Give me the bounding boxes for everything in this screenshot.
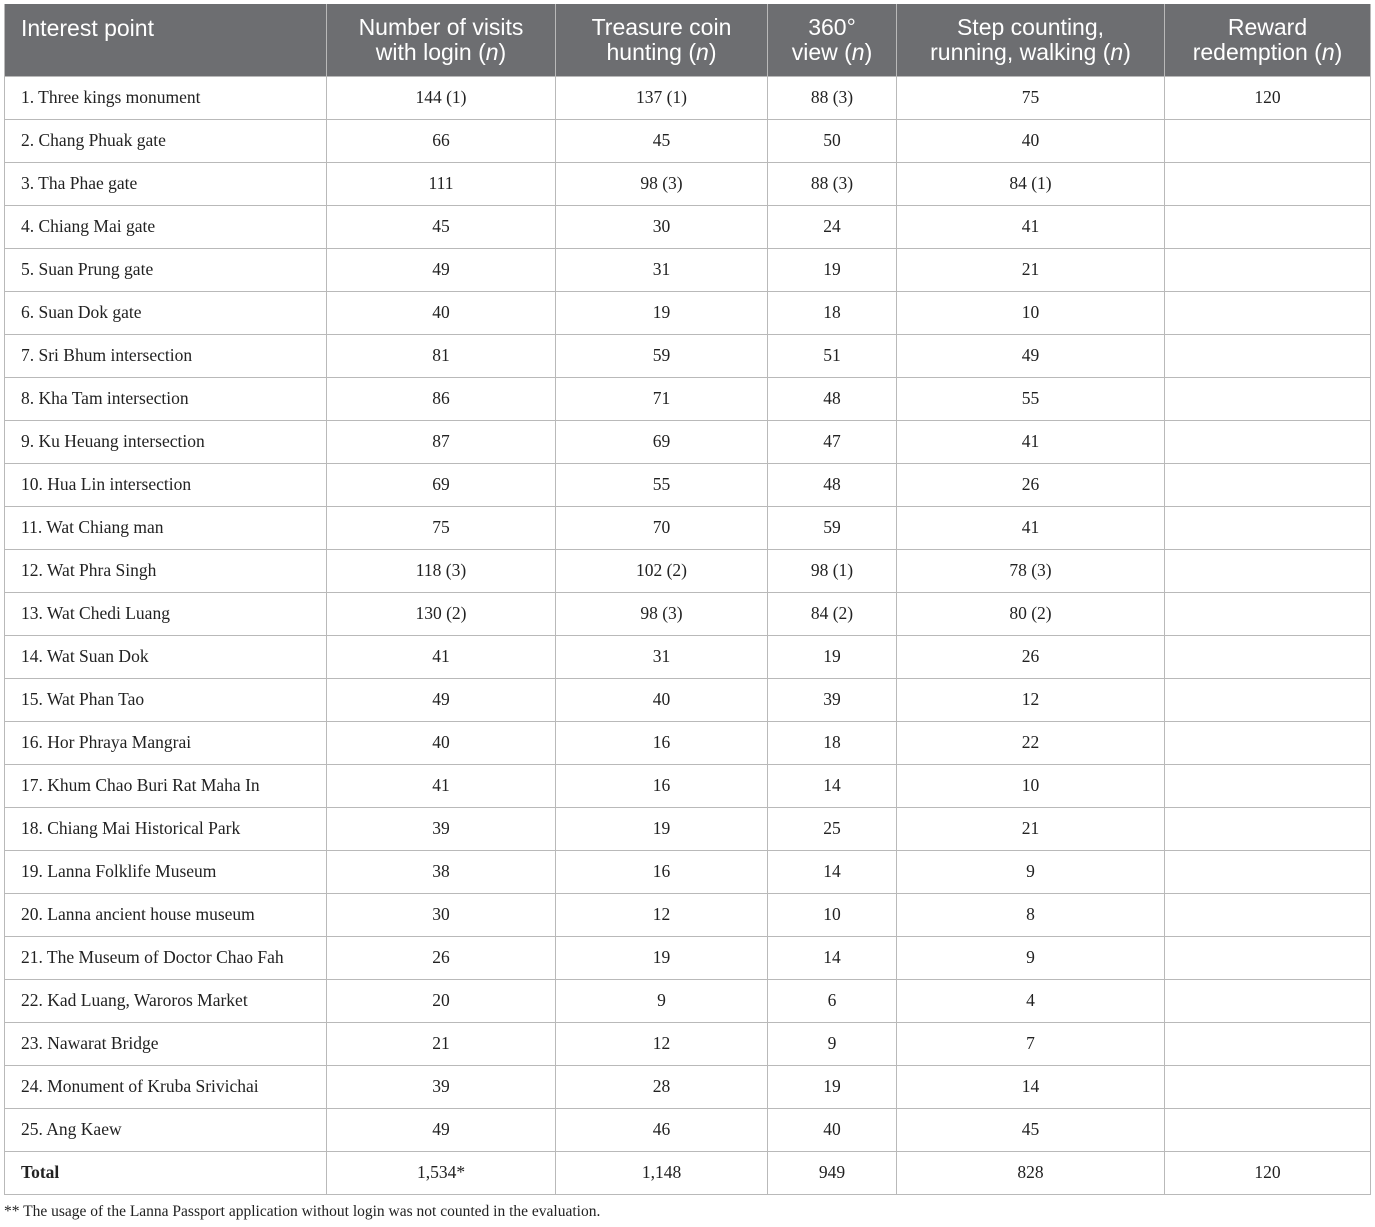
header-close: ) bbox=[708, 38, 717, 65]
cell-visits: 39 bbox=[327, 807, 556, 850]
header-treasure-coin bbox=[556, 4, 768, 76]
table-body bbox=[5, 76, 1371, 1194]
cell-treasure-coin: 31 bbox=[556, 248, 768, 291]
cell-interest-point: 20. Lanna ancient house museum bbox=[5, 893, 327, 936]
cell-visits: 49 bbox=[327, 1108, 556, 1151]
total-reward: 120 bbox=[1165, 1151, 1371, 1194]
cell-reward bbox=[1165, 119, 1371, 162]
header-close: ) bbox=[1123, 38, 1131, 65]
cell-reward bbox=[1165, 463, 1371, 506]
cell-360-view: 19 bbox=[768, 1065, 897, 1108]
header-line2: with login ( bbox=[375, 38, 486, 65]
cell-reward bbox=[1165, 377, 1371, 420]
cell-interest-point: 19. Lanna Folklife Museum bbox=[5, 850, 327, 893]
cell-steps: 4 bbox=[897, 979, 1165, 1022]
total-coin: 1,148 bbox=[556, 1151, 768, 1194]
cell-reward bbox=[1165, 1065, 1371, 1108]
header-n: n bbox=[1110, 38, 1124, 65]
header-line1: 360° bbox=[808, 13, 856, 40]
cell-treasure-coin: 59 bbox=[556, 334, 768, 377]
cell-360-view: 98 (1) bbox=[768, 549, 897, 592]
cell-visits: 86 bbox=[327, 377, 556, 420]
cell-treasure-coin: 69 bbox=[556, 420, 768, 463]
header-visits-login bbox=[327, 4, 556, 76]
cell-treasure-coin: 55 bbox=[556, 463, 768, 506]
cell-reward bbox=[1165, 420, 1371, 463]
cell-reward bbox=[1165, 635, 1371, 678]
table-row bbox=[5, 592, 1371, 635]
table-row bbox=[5, 764, 1371, 807]
table-row bbox=[5, 248, 1371, 291]
cell-reward bbox=[1165, 721, 1371, 764]
cell-360-view: 14 bbox=[768, 936, 897, 979]
cell-reward bbox=[1165, 1108, 1371, 1151]
cell-steps: 22 bbox=[897, 721, 1165, 764]
cell-360-view: 48 bbox=[768, 463, 897, 506]
cell-reward: 120 bbox=[1165, 76, 1371, 119]
cell-steps: 80 (2) bbox=[897, 592, 1165, 635]
cell-visits: 20 bbox=[327, 979, 556, 1022]
cell-360-view: 47 bbox=[768, 420, 897, 463]
cell-interest-point: 1. Three kings monument bbox=[5, 76, 327, 119]
cell-interest-point: 3. Tha Phae gate bbox=[5, 162, 327, 205]
cell-treasure-coin: 137 (1) bbox=[556, 76, 768, 119]
cell-reward bbox=[1165, 291, 1371, 334]
cell-steps: 45 bbox=[897, 1108, 1165, 1151]
table-row bbox=[5, 463, 1371, 506]
cell-treasure-coin: 28 bbox=[556, 1065, 768, 1108]
cell-reward bbox=[1165, 807, 1371, 850]
cell-360-view: 19 bbox=[768, 248, 897, 291]
cell-visits: 40 bbox=[327, 291, 556, 334]
cell-treasure-coin: 71 bbox=[556, 377, 768, 420]
cell-360-view: 25 bbox=[768, 807, 897, 850]
cell-treasure-coin: 19 bbox=[556, 291, 768, 334]
cell-treasure-coin: 12 bbox=[556, 893, 768, 936]
cell-360-view: 9 bbox=[768, 1022, 897, 1065]
header-step-counting bbox=[897, 4, 1165, 76]
cell-interest-point: 8. Kha Tam intersection bbox=[5, 377, 327, 420]
cell-steps: 78 (3) bbox=[897, 549, 1165, 592]
cell-visits: 38 bbox=[327, 850, 556, 893]
cell-interest-point: 2. Chang Phuak gate bbox=[5, 119, 327, 162]
cell-visits: 130 (2) bbox=[327, 592, 556, 635]
cell-visits: 75 bbox=[327, 506, 556, 549]
header-n: n bbox=[1321, 38, 1335, 65]
cell-reward bbox=[1165, 764, 1371, 807]
cell-360-view: 84 (2) bbox=[768, 592, 897, 635]
header-line1: Treasure coin bbox=[591, 13, 732, 40]
cell-visits: 41 bbox=[327, 635, 556, 678]
table-row bbox=[5, 893, 1371, 936]
table-row bbox=[5, 377, 1371, 420]
cell-visits: 144 (1) bbox=[327, 76, 556, 119]
cell-360-view: 18 bbox=[768, 721, 897, 764]
table-row bbox=[5, 119, 1371, 162]
cell-visits: 49 bbox=[327, 678, 556, 721]
cell-treasure-coin: 98 (3) bbox=[556, 592, 768, 635]
total-row bbox=[5, 1151, 1371, 1194]
cell-interest-point: 6. Suan Dok gate bbox=[5, 291, 327, 334]
cell-reward bbox=[1165, 248, 1371, 291]
table-row bbox=[5, 635, 1371, 678]
header-n: n bbox=[696, 38, 709, 65]
total-visits: 1,534* bbox=[327, 1151, 556, 1194]
table-row bbox=[5, 334, 1371, 377]
cell-steps: 9 bbox=[897, 936, 1165, 979]
cell-steps: 75 bbox=[897, 76, 1165, 119]
header-line1: Step counting, bbox=[956, 13, 1105, 40]
cell-visits: 40 bbox=[327, 721, 556, 764]
cell-360-view: 88 (3) bbox=[768, 162, 897, 205]
cell-360-view: 88 (3) bbox=[768, 76, 897, 119]
cell-interest-point: 13. Wat Chedi Luang bbox=[5, 592, 327, 635]
cell-reward bbox=[1165, 592, 1371, 635]
table-row bbox=[5, 420, 1371, 463]
header-line1: Reward bbox=[1227, 13, 1308, 40]
interest-points-table bbox=[4, 4, 1371, 1195]
cell-treasure-coin: 16 bbox=[556, 721, 768, 764]
cell-steps: 21 bbox=[897, 248, 1165, 291]
cell-interest-point: 17. Khum Chao Buri Rat Maha In bbox=[5, 764, 327, 807]
table-row bbox=[5, 807, 1371, 850]
cell-visits: 45 bbox=[327, 205, 556, 248]
cell-treasure-coin: 46 bbox=[556, 1108, 768, 1151]
cell-visits: 39 bbox=[327, 1065, 556, 1108]
table-row bbox=[5, 678, 1371, 721]
cell-steps: 84 (1) bbox=[897, 162, 1165, 205]
header-reward-redemption bbox=[1165, 4, 1371, 76]
cell-360-view: 40 bbox=[768, 1108, 897, 1151]
cell-steps: 12 bbox=[897, 678, 1165, 721]
table-row bbox=[5, 1065, 1371, 1108]
cell-360-view: 14 bbox=[768, 850, 897, 893]
cell-visits: 87 bbox=[327, 420, 556, 463]
cell-steps: 40 bbox=[897, 119, 1165, 162]
cell-reward bbox=[1165, 506, 1371, 549]
cell-visits: 81 bbox=[327, 334, 556, 377]
cell-360-view: 14 bbox=[768, 764, 897, 807]
cell-interest-point: 5. Suan Prung gate bbox=[5, 248, 327, 291]
cell-visits: 26 bbox=[327, 936, 556, 979]
cell-reward bbox=[1165, 1022, 1371, 1065]
cell-steps: 41 bbox=[897, 420, 1165, 463]
cell-360-view: 24 bbox=[768, 205, 897, 248]
cell-steps: 9 bbox=[897, 850, 1165, 893]
cell-interest-point: 10. Hua Lin intersection bbox=[5, 463, 327, 506]
cell-reward bbox=[1165, 205, 1371, 248]
cell-reward bbox=[1165, 334, 1371, 377]
cell-steps: 49 bbox=[897, 334, 1165, 377]
table-row bbox=[5, 936, 1371, 979]
cell-steps: 41 bbox=[897, 506, 1165, 549]
cell-interest-point: 11. Wat Chiang man bbox=[5, 506, 327, 549]
header-line2: redemption ( bbox=[1192, 38, 1322, 65]
cell-treasure-coin: 98 (3) bbox=[556, 162, 768, 205]
cell-interest-point: 24. Monument of Kruba Srivichai bbox=[5, 1065, 327, 1108]
cell-360-view: 48 bbox=[768, 377, 897, 420]
cell-visits: 49 bbox=[327, 248, 556, 291]
cell-reward bbox=[1165, 893, 1371, 936]
cell-visits: 118 (3) bbox=[327, 549, 556, 592]
header-label: Interest point bbox=[21, 15, 154, 41]
cell-interest-point: 21. The Museum of Doctor Chao Fah bbox=[5, 936, 327, 979]
cell-steps: 21 bbox=[897, 807, 1165, 850]
cell-reward bbox=[1165, 549, 1371, 592]
cell-reward bbox=[1165, 162, 1371, 205]
cell-360-view: 10 bbox=[768, 893, 897, 936]
table-row bbox=[5, 721, 1371, 764]
cell-steps: 41 bbox=[897, 205, 1165, 248]
cell-360-view: 6 bbox=[768, 979, 897, 1022]
cell-reward bbox=[1165, 936, 1371, 979]
cell-reward bbox=[1165, 979, 1371, 1022]
table-row bbox=[5, 979, 1371, 1022]
header-close: ) bbox=[1334, 38, 1343, 65]
cell-360-view: 19 bbox=[768, 635, 897, 678]
header-360-view bbox=[768, 4, 897, 76]
cell-reward bbox=[1165, 850, 1371, 893]
table-row bbox=[5, 205, 1371, 248]
header-row bbox=[5, 4, 1371, 76]
cell-interest-point: 14. Wat Suan Dok bbox=[5, 635, 327, 678]
cell-interest-point: 9. Ku Heuang intersection bbox=[5, 420, 327, 463]
cell-visits: 30 bbox=[327, 893, 556, 936]
total-360: 949 bbox=[768, 1151, 897, 1194]
cell-treasure-coin: 16 bbox=[556, 764, 768, 807]
cell-treasure-coin: 19 bbox=[556, 807, 768, 850]
cell-visits: 111 bbox=[327, 162, 556, 205]
cell-visits: 21 bbox=[327, 1022, 556, 1065]
table-row bbox=[5, 162, 1371, 205]
table-row bbox=[5, 850, 1371, 893]
table-row bbox=[5, 1022, 1371, 1065]
cell-steps: 8 bbox=[897, 893, 1165, 936]
cell-treasure-coin: 102 (2) bbox=[556, 549, 768, 592]
cell-treasure-coin: 19 bbox=[556, 936, 768, 979]
cell-steps: 26 bbox=[897, 635, 1165, 678]
header-close: ) bbox=[864, 38, 873, 65]
cell-interest-point: 23. Nawarat Bridge bbox=[5, 1022, 327, 1065]
cell-interest-point: 7. Sri Bhum intersection bbox=[5, 334, 327, 377]
cell-visits: 66 bbox=[327, 119, 556, 162]
cell-360-view: 50 bbox=[768, 119, 897, 162]
cell-treasure-coin: 45 bbox=[556, 119, 768, 162]
table-row bbox=[5, 76, 1371, 119]
cell-steps: 26 bbox=[897, 463, 1165, 506]
cell-treasure-coin: 70 bbox=[556, 506, 768, 549]
cell-treasure-coin: 30 bbox=[556, 205, 768, 248]
cell-interest-point: 25. Ang Kaew bbox=[5, 1108, 327, 1151]
header-interest-point bbox=[5, 4, 327, 76]
header-line2: running, walking ( bbox=[930, 38, 1111, 65]
cell-steps: 10 bbox=[897, 291, 1165, 334]
cell-steps: 14 bbox=[897, 1065, 1165, 1108]
header-line2: view ( bbox=[791, 38, 852, 65]
table-container bbox=[4, 4, 1370, 1195]
table-row bbox=[5, 506, 1371, 549]
cell-interest-point: 15. Wat Phan Tao bbox=[5, 678, 327, 721]
cell-visits: 41 bbox=[327, 764, 556, 807]
cell-steps: 7 bbox=[897, 1022, 1165, 1065]
cell-reward bbox=[1165, 678, 1371, 721]
header-line2: hunting ( bbox=[606, 38, 697, 65]
header-close: ) bbox=[498, 38, 507, 65]
cell-treasure-coin: 9 bbox=[556, 979, 768, 1022]
cell-steps: 55 bbox=[897, 377, 1165, 420]
cell-interest-point: 4. Chiang Mai gate bbox=[5, 205, 327, 248]
table-row bbox=[5, 291, 1371, 334]
cell-treasure-coin: 40 bbox=[556, 678, 768, 721]
cell-treasure-coin: 16 bbox=[556, 850, 768, 893]
total-steps: 828 bbox=[897, 1151, 1165, 1194]
cell-360-view: 18 bbox=[768, 291, 897, 334]
cell-360-view: 39 bbox=[768, 678, 897, 721]
cell-interest-point: 18. Chiang Mai Historical Park bbox=[5, 807, 327, 850]
cell-360-view: 59 bbox=[768, 506, 897, 549]
cell-steps: 10 bbox=[897, 764, 1165, 807]
table-row bbox=[5, 549, 1371, 592]
cell-interest-point: 16. Hor Phraya Mangrai bbox=[5, 721, 327, 764]
header-n: n bbox=[851, 38, 865, 65]
cell-treasure-coin: 31 bbox=[556, 635, 768, 678]
cell-treasure-coin: 12 bbox=[556, 1022, 768, 1065]
cell-interest-point: 12. Wat Phra Singh bbox=[5, 549, 327, 592]
total-label: Total bbox=[5, 1151, 327, 1194]
cell-visits: 69 bbox=[327, 463, 556, 506]
header-line1: Number of visits bbox=[358, 13, 524, 40]
footnote: ** The usage of the Lanna Passport application without login was not counted in the evaluation. bbox=[4, 1203, 601, 1220]
table-row bbox=[5, 1108, 1371, 1151]
header-n: n bbox=[485, 38, 499, 65]
cell-360-view: 51 bbox=[768, 334, 897, 377]
cell-interest-point: 22. Kad Luang, Waroros Market bbox=[5, 979, 327, 1022]
